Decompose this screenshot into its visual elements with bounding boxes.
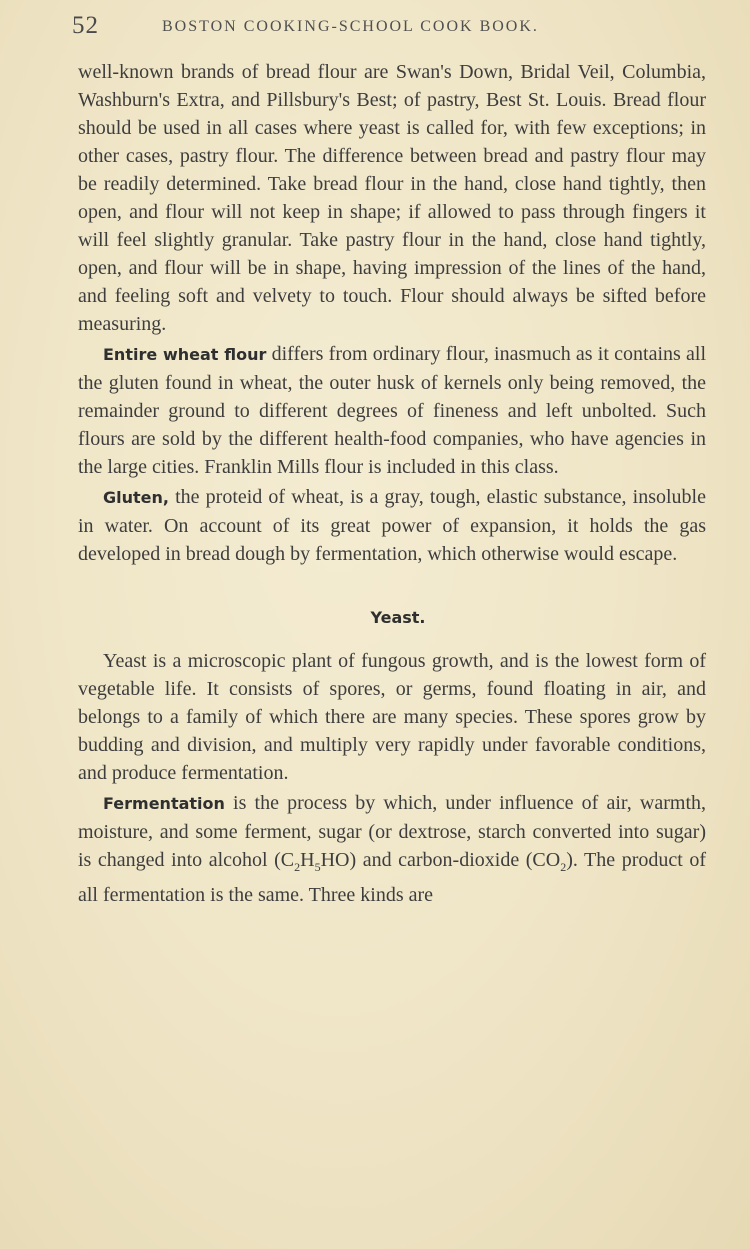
paragraph-yeast: Yeast is a microscopic plant of fungous growth, and is the lowest form of vegetable life. It consists of spores, or germs, found floating in air, and belongs to a family of which there are many species. These spores grow by budding and division, and multiply very rapidly under favorable conditions, and produce fermentation. [78, 650, 706, 784]
page-number: 52 [72, 12, 99, 39]
term-entire-wheat-flour: Entire wheat flour [103, 345, 267, 364]
paragraph-text: ). The product of all fermentation is the same. Three kinds are [78, 849, 706, 906]
running-head: BOSTON COOKING-SCHOOL COOK BOOK. [162, 18, 539, 35]
paragraph-text: HO) and carbon-dioxide (CO [320, 849, 561, 871]
term-gluten: Gluten, [103, 488, 169, 507]
term-fermentation: Fermentation [103, 794, 225, 813]
subscript: 2 [560, 860, 567, 874]
paragraph-text: H [300, 849, 315, 871]
paragraph-fermentation [78, 789, 706, 909]
page-header [72, 12, 632, 42]
subscript: 2 [294, 860, 301, 874]
paragraph-flour-brands: well-known brands of bread flour are Swan's Down, Bridal Veil, Columbia, Washburn's Extra, and Pillsbury's Best; of pastry, Best St. Louis. Bread flour should be used in all cases where yeast is called for, with few exceptions; in other cases, pastry flour. The difference between bread and pastry flour may be readily determined. Take bread flour in the hand, close hand tightly, then open, and flour will not keep in shape; if allowed to pass through fingers it will feel slightly granular. Take pastry flour in the hand, close hand tightly, open, and flour will be in shape, having impression of the lines of the hand, and feeling soft and velvety to touch. Flour should always be sifted before measuring. [78, 61, 706, 335]
paragraph-text: is the process by which, under influence of air, warmth, moisture, and some ferment, sugar (or dextrose, starch converted into sugar) is changed into alcohol (C [78, 792, 706, 871]
paragraph-entire-wheat-flour [78, 340, 706, 481]
paragraph-text: differs from ordinary flour, inasmuch as it contains all the gluten found in wheat, the outer husk of kernels only being removed, the remainder ground to different degrees of fineness and left unbolted. Such flours are sold by the different health-food companies, who have agencies in the large cities. Franklin Mills flour is included in this class. [78, 343, 707, 478]
section-heading-yeast: Yeast. [370, 608, 426, 627]
page-body [78, 58, 706, 909]
paragraph-text: the proteid of wheat, is a gray, tough, elastic substance, insoluble in water. On account of its great power of expansion, it holds the gas developed in bread dough by fermentation, which otherwise would escape. [78, 486, 706, 565]
paragraph-gluten [78, 483, 706, 568]
subscript: 5 [314, 860, 321, 874]
